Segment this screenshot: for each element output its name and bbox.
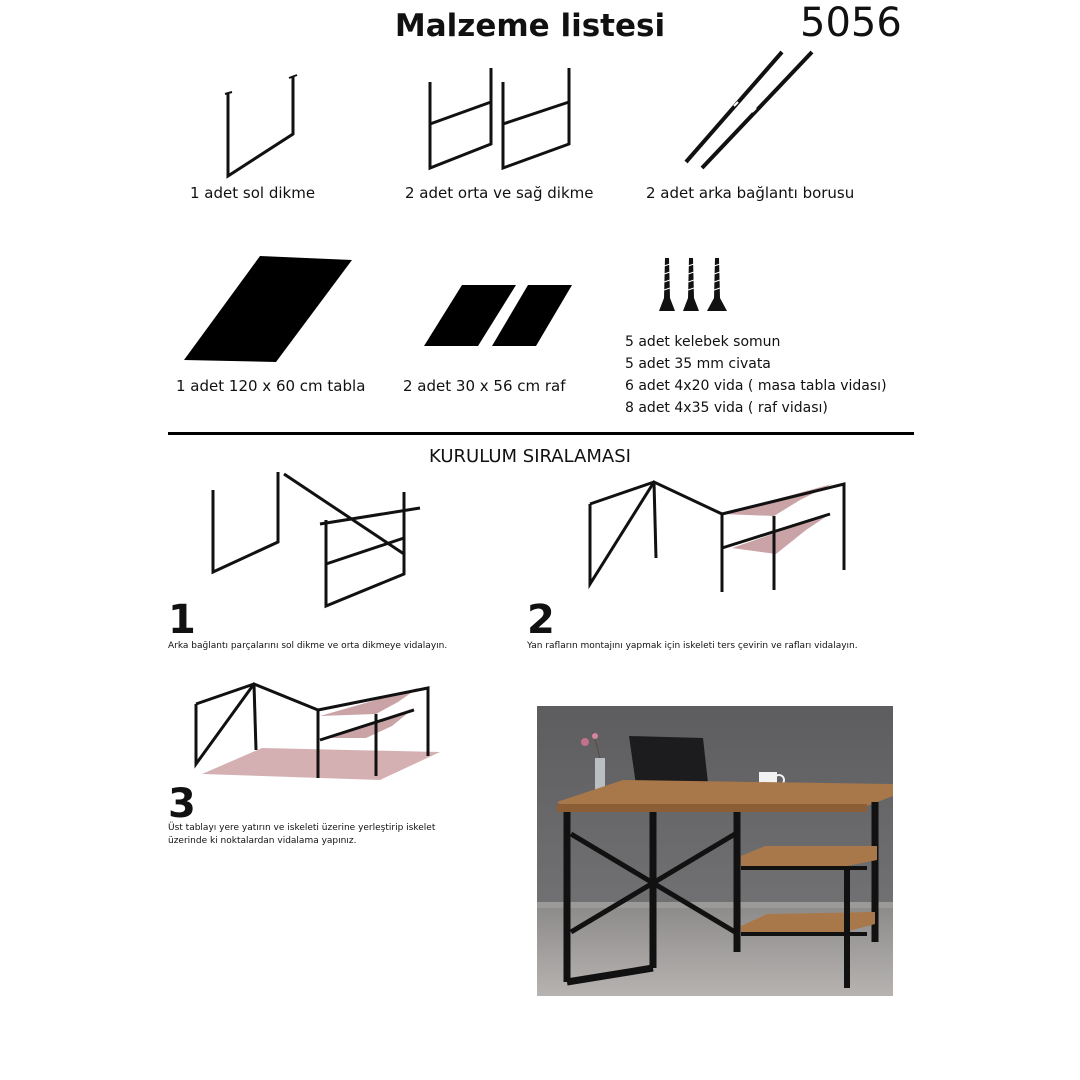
material-left-upright-label: 1 adet sol dikme [190,184,316,202]
material-back-pipes-label: 2 adet arka bağlantı borusu [646,184,855,202]
step2-text: Yan rafların montajını yapmak için iskeleti ters çevirin ve rafları vidalayın. [527,641,858,651]
middle-right-uprights-illustration [425,64,575,172]
page-title: Malzeme listesi [394,8,666,44]
hardware-item: 5 adet 35 mm civata [625,356,771,372]
material-tabletop-label: 1 adet 120 x 60 cm tabla [176,377,366,395]
hardware-item: 5 adet kelebek somun [625,334,781,350]
tabletop-illustration [180,252,356,364]
hardware-item: 8 adet 4x35 vida ( raf vidası) [625,400,828,416]
hardware-list [625,331,887,419]
shelves-illustration [420,282,575,348]
step1-illustration [208,468,433,608]
product-code: 5056 [800,0,902,46]
material-middle-right-label: 2 adet orta ve sağ dikme [405,184,594,202]
step1-number: 1 [168,597,196,643]
hardware-item: 6 adet 4x20 vida ( masa tabla vidası) [625,378,887,394]
product-photo [537,706,893,996]
assembly-title: KURULUM SIRALAMASI [429,446,631,467]
step3-illustration [190,680,450,782]
material-shelves-label: 2 adet 30 x 56 cm raf [403,377,566,395]
step2-illustration [582,478,852,594]
step3-text: Üst tablayı yere yatırın ve iskeleti üzerine yerleştirip iskelet üzerinde ki noktalardan vidalama yapınız. [168,823,436,846]
back-pipes-illustration [682,40,822,170]
section-divider [168,432,914,435]
step3-number: 3 [168,781,196,827]
step2-number: 2 [527,597,555,643]
step1-text: Arka bağlantı parçalarını sol dikme ve orta dikmeye vidalayın. [168,641,448,651]
bolts-illustration [655,256,740,316]
left-upright-illustration [215,72,305,180]
